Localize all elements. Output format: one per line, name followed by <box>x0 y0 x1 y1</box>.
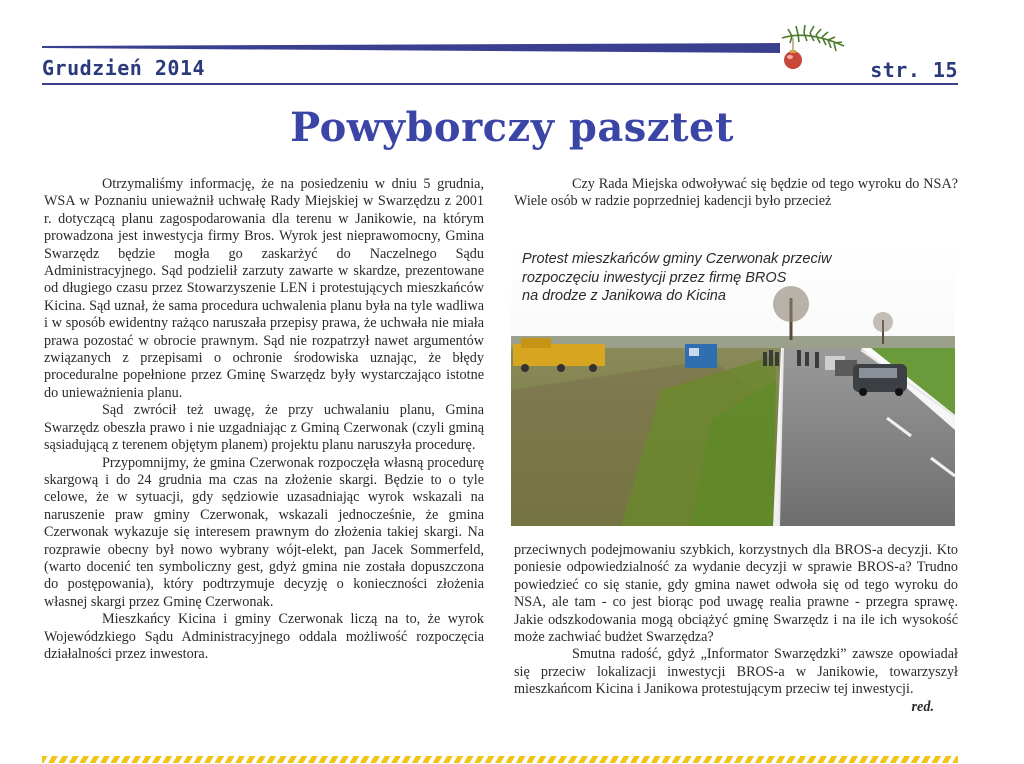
christmas-bauble-branch-icon <box>778 24 848 76</box>
paragraph: Przypomnijmy, że gmina Czerwonak rozpoczęła własną procedurę skargową i do 24 grudnia ma czas na złożenie skargi. Będzie to o tyle celowe, że w sytuacji, gdy sędziowie uzasadniając wyrok wskazali na naruszenie praw gminy Czerwonak, wskazali jednocześnie, że gmina Czerwonak wykazuje się interesem prawnym do złożenia takiej skargi. Na rozprawie obecny był nowo wybrany wójt-elekt, pan Jacek Sommerfeld, (warto docenić ten symboliczny gest, gdyż gmina nie została dopuszczona do postępowania), który podtrzymuje decyzję o konieczności złożenia własnej skargi przez Gminę Czerwonak. <box>44 454 484 610</box>
paragraph: Otrzymaliśmy informację, że na posiedzeniu w dniu 5 grudnia, WSA w Poznaniu unieważnił uchwałę Rady Miejskiej w Swarzędzu z 2001 r. dotyczącą planu zagospodarowania dla terenu w Janikowie, na którym prowadzona jest inwestycja firmy Bros. Wyrok jest nieprawomocny, Gmina Swarzędz będzie mogła go zaskarżyć do Naczelnego Sądu Administracyjnego. Sąd podzielił zarzuty zawarte w skardze, prezentowane od długiego czasu przez Stowarzyszenie LEN i protestujących mieszkańców Kicina. Sąd uznał, że sama procedura uchwalenia planu była na tyle wadliwa i w sposób ewidentny rażąco naruszała przepisy prawa, że uchwała nie miała prawa pozostać w obrocie prawnym. Sąd nie rozpatrzył nawet argumentów związanych z przepisami o ochronie środowiska uznając, że błędy proceduralne popełnione przez Gminę Swarzędz były wystarczająco istotne do unieważnienia planu. <box>44 176 484 401</box>
photo-caption <box>522 250 942 306</box>
caption-line: rozpoczęciu inwestycji przez firmę BROS <box>522 269 787 286</box>
paragraph: Czy Rada Miejska odwoływać się będzie od tego wyroku do NSA? Wiele osób w radzie poprzedniej kadencji było przecież <box>514 176 958 210</box>
signature: red. <box>911 698 934 715</box>
page-number: str. 15 <box>870 58 958 82</box>
caption-line: na drodze z Janikowa do Kicina <box>522 288 726 304</box>
caption-line: Protest mieszkańców gminy Czerwonak przeciw <box>522 251 832 267</box>
right-column-top <box>514 176 958 212</box>
paragraph-text: Smutna radość, gdyż „Informator Swarzędzki” zawsze opowiadał się przeciw lokalizacji inwestycji BROS-a w Janikowie, towarzyszył mieszkańcom Kicina i Janikowa protestującym przeciw tej inwestycji. <box>514 646 958 698</box>
bottom-stripe-divider <box>42 756 958 763</box>
right-column-bottom <box>514 542 958 716</box>
left-column <box>44 176 484 663</box>
article-title: Powyborczy pasztet <box>290 104 734 151</box>
header-top-rule <box>42 43 780 53</box>
paragraph-continuation: przeciwnych podejmowaniu szybkich, korzystnych dla BROS-a decyzji. Kto poniesie odpowiedzialność za wydanie decyzji w sprawie BROS-a? Trudno powiedzieć co się stanie, gdy gmina nawet odwoła się od tego wyroku do NSA, ale tam - co jest biorąc pod uwagę realia prawne - przegra sprawę. Jakie odszkodowania mogą obciążyć gminę Swarzędz i na ile ich wysokość może zachwiać budżet Swarzędza? <box>514 542 958 646</box>
paragraph: Mieszkańcy Kicina i gminy Czerwonak liczą na to, że wyrok Wojewódzkiego Sądu Administracyjnego oddala możliwość rozpoczęcia działalności przez inwestora. <box>44 611 484 662</box>
paragraph: Sąd zwrócił też uwagę, że przy uchwalaniu planu, Gmina Swarzędz obeszła prawo i nie uzgadniając z Gminą Czerwonak (czyli gminą sąsiadującą z terenem objętym planem) projektu planu naruszyła procedurę. <box>44 402 484 454</box>
issue-date: Grudzień 2014 <box>42 56 206 80</box>
paragraph <box>514 646 958 715</box>
header-bottom-rule <box>42 83 958 85</box>
